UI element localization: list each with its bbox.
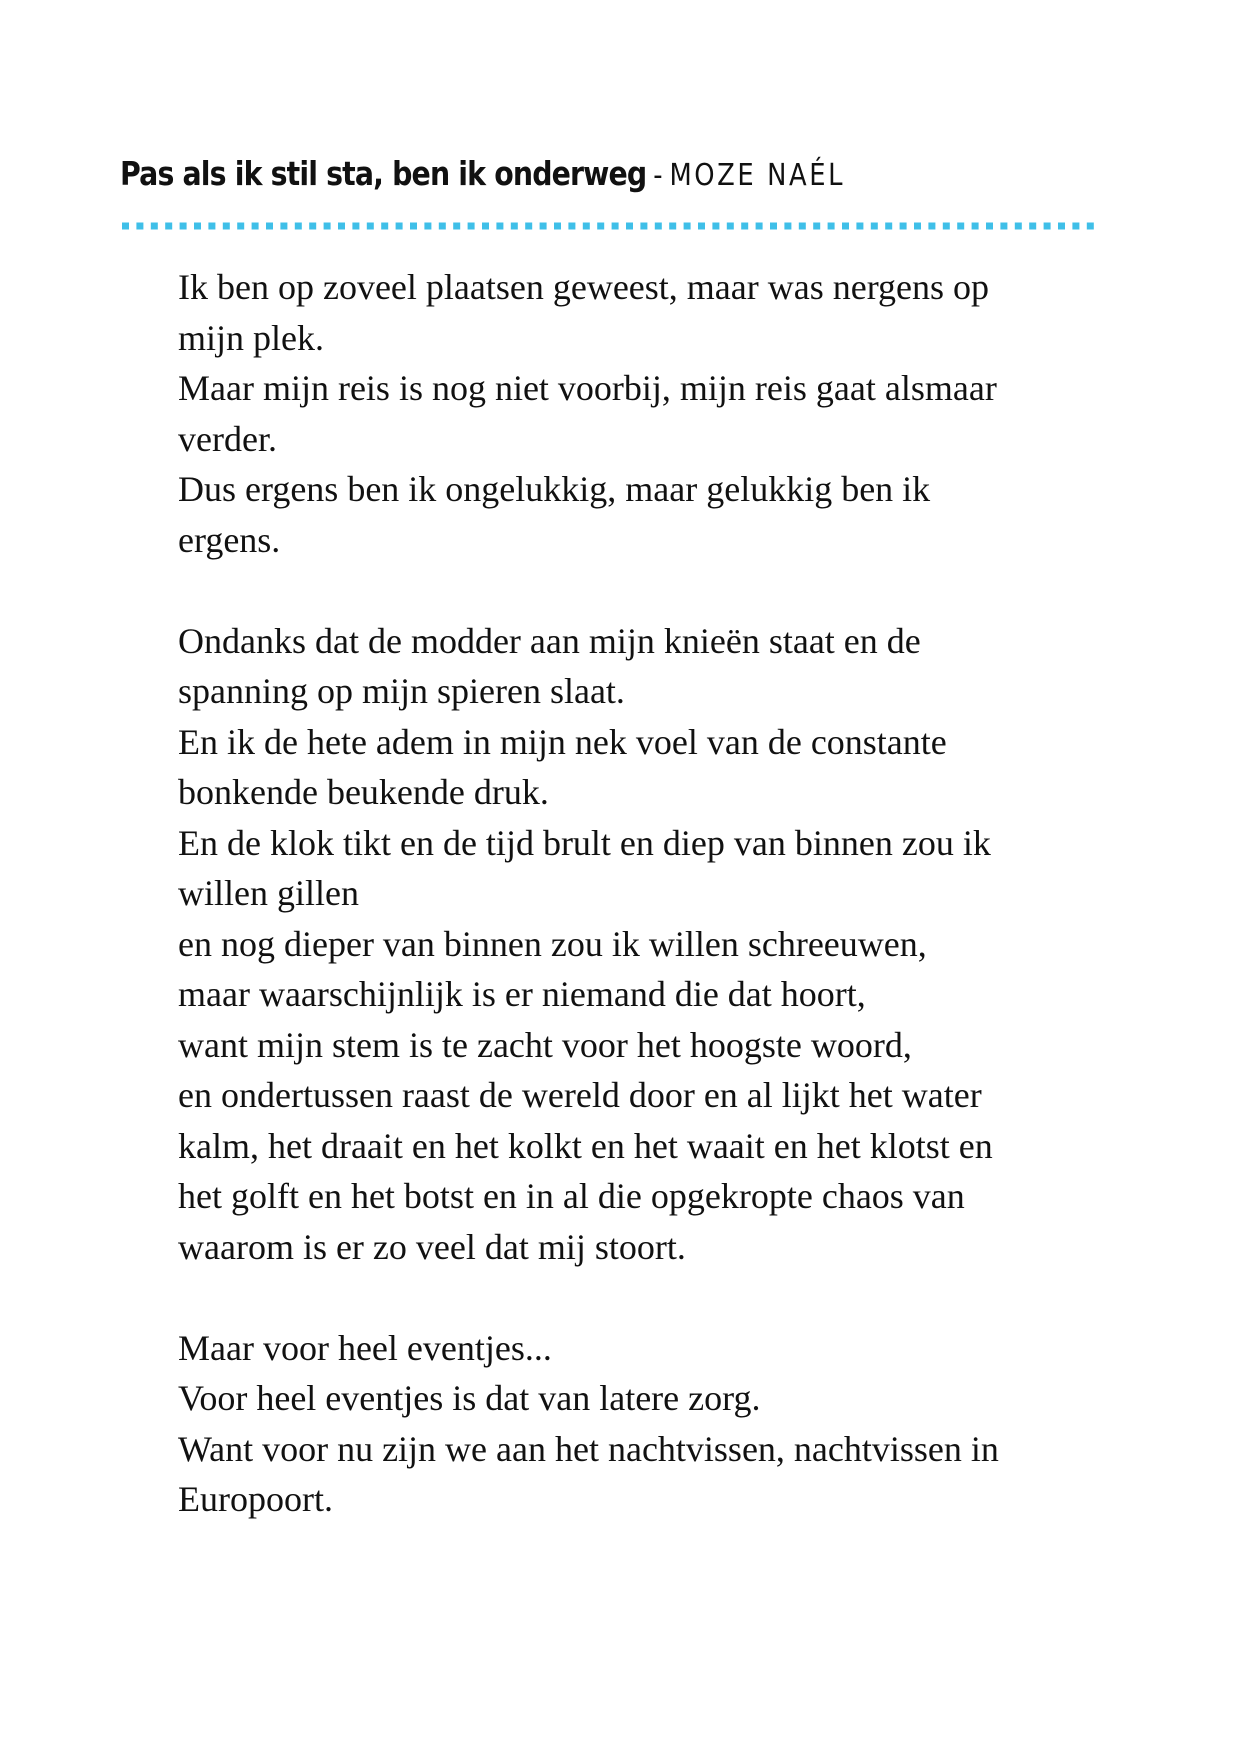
poem-line: en ondertussen raast de wereld door en al lijkt het water bbox=[178, 1075, 982, 1115]
poem-stanza bbox=[178, 262, 1098, 565]
poem-stanza bbox=[178, 616, 1098, 1273]
poem-line: Want voor nu zijn we aan het nachtvissen, nachtvissen in bbox=[178, 1428, 999, 1469]
poem-line: bonkende beukende druk. bbox=[178, 772, 549, 812]
poem-title: Pas als ik stil sta, ben ik onderweg bbox=[120, 154, 647, 193]
poem-line: Maar mijn reis is nog niet voorbij, mijn reis gaat alsmaar bbox=[178, 368, 997, 408]
poem-header-text bbox=[120, 150, 845, 205]
poem-line: want mijn stem is te zacht voor het hoogste woord, bbox=[178, 1024, 912, 1065]
poem-line: En ik de hete adem in mijn nek voel van de constante bbox=[178, 721, 947, 762]
title-separator: - bbox=[653, 158, 663, 193]
poem-line: Ik ben op zoveel plaatsen geweest, maar was nergens op bbox=[178, 267, 990, 307]
dotted-divider-graphic bbox=[120, 222, 1100, 230]
poem-line: En de klok tikt en de tijd brult en diep van binnen zou ik bbox=[178, 822, 991, 863]
poem-line: het golft en het botst en in al die opgekropte chaos van bbox=[178, 1176, 965, 1216]
poem-line: ergens. bbox=[178, 519, 281, 560]
poem-stanza bbox=[178, 1323, 1098, 1525]
poem-line: mijn plek. bbox=[178, 317, 324, 358]
poem-line: en nog dieper van binnen zou ik willen schreeuwen, bbox=[178, 923, 927, 964]
poem-line: Voor heel eventjes is dat van latere zorg. bbox=[178, 1378, 761, 1418]
poem-line: Maar voor heel eventjes... bbox=[178, 1327, 552, 1368]
poem-line: Europoort. bbox=[178, 1479, 333, 1519]
poem-header bbox=[120, 150, 1100, 198]
poem-line: willen gillen bbox=[178, 873, 359, 913]
poem-line: spanning op mijn spieren slaat. bbox=[178, 671, 625, 711]
poem-author: MOZE NAÉL bbox=[669, 158, 846, 193]
poem-line: maar waarschijnlijk is er niemand die dat hoort, bbox=[178, 974, 866, 1014]
poem-body bbox=[178, 262, 1098, 1575]
poem-line: Dus ergens ben ik ongelukkig, maar gelukkig ben ik bbox=[178, 469, 931, 509]
poem-line: kalm, het draait en het kolkt en het waait en het klotst en bbox=[178, 1125, 993, 1166]
poem-line: verder. bbox=[178, 418, 277, 459]
dotted-divider bbox=[120, 222, 1100, 230]
poem-line: waarom is er zo veel dat mij stoort. bbox=[178, 1226, 686, 1267]
poem-line: Ondanks dat de modder aan mijn knieën staat en de bbox=[178, 620, 921, 661]
